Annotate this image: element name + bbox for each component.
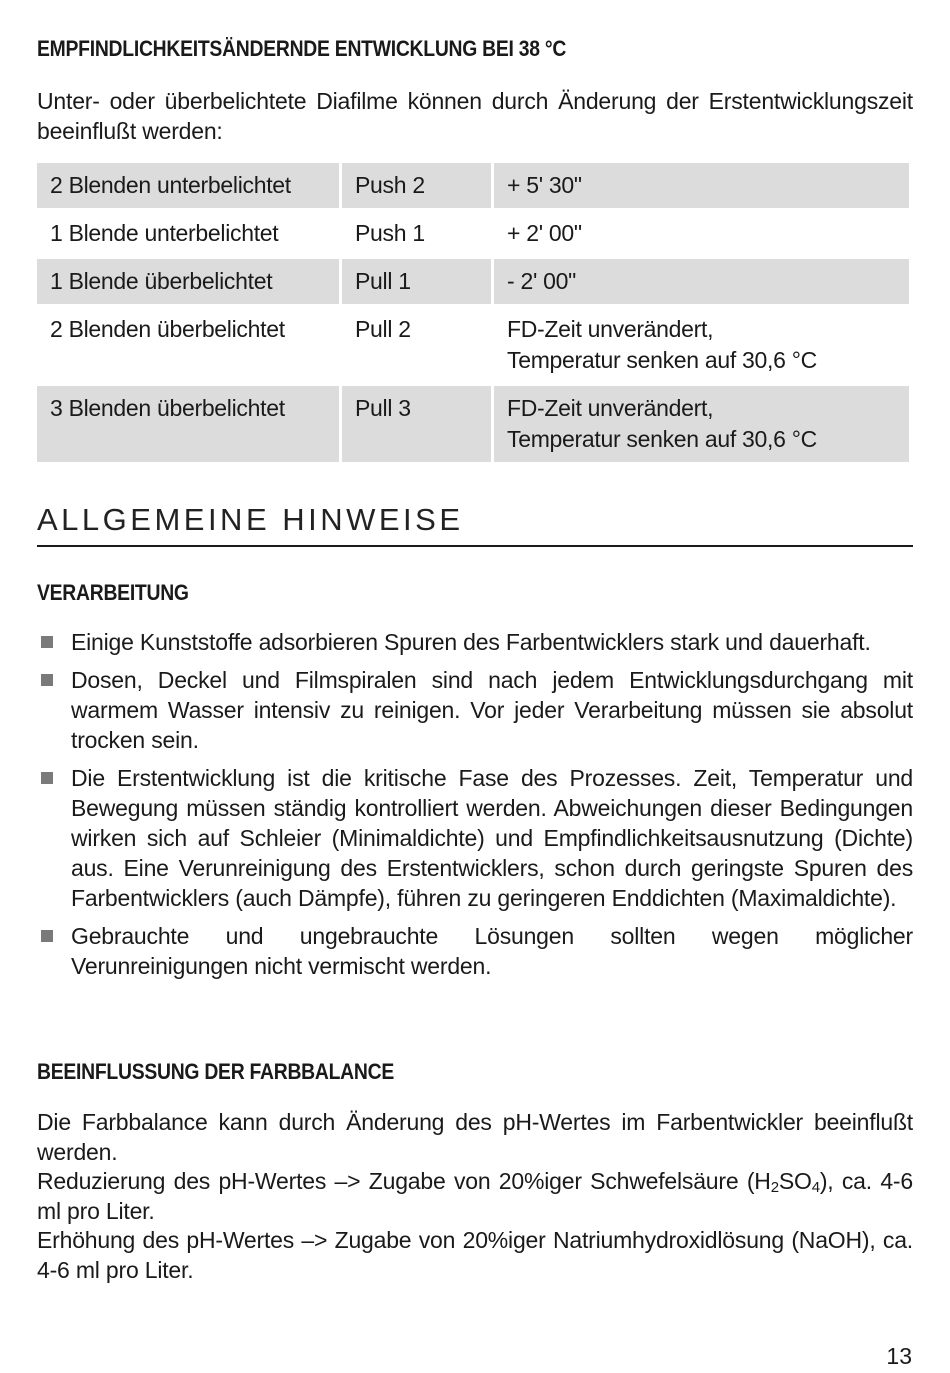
ph-reduction-dosage: ), ca. 4-6 ml pro Liter. bbox=[37, 1168, 913, 1224]
time-line-2: Temperatur senken auf 30,6 °C bbox=[507, 347, 817, 373]
time-line-1: FD-Zeit unverändert, bbox=[507, 395, 714, 421]
subscript-4: 4 bbox=[811, 1179, 820, 1196]
list-item-text: Die Erstentwicklung ist die kritische Fase des Prozesses. Zeit, Temperatur und Bewegung müssen ständig kontrolliert werden. Abweichungen dieser Bedingungen wirken sich auf Schleier (Minimaldichte) und Empfindlichkeitsausnutzung (Dichte) aus. Eine Verunreinigung des Erstentwicklers, schon durch geringste Spuren des Farbentwicklers (auch Dämpfe), führen zu geringeren Enddichten (Maximaldichte). bbox=[71, 765, 913, 911]
subheading-verarbeitung: VERARBEITUNG bbox=[37, 580, 189, 605]
section-heading-hinweise: ALLGEMEINE HINWEISE bbox=[37, 502, 913, 547]
subscript-2: 2 bbox=[770, 1179, 779, 1196]
method-cell: Pull 1 bbox=[339, 259, 491, 307]
verarbeitung-list bbox=[37, 627, 913, 989]
list-item bbox=[37, 627, 913, 657]
ph-increase-paragraph: Erhöhung des pH-Wertes –> Zugabe von 20%iger Natriumhydroxidlösung (NaOH), ca. 4-6 ml pro Liter. bbox=[37, 1227, 913, 1283]
list-item-text: Dosen, Deckel und Filmspiralen sind nach jedem Entwicklungsdurchgang mit warmem Wasser intensiv zu reinigen. Vor jeder Verarbeitung müssen sie absolut trocken sein. bbox=[71, 667, 913, 753]
list-item-text: Einige Kunststoffe adsorbieren Spuren des Farbentwicklers stark und dauerhaft. bbox=[71, 629, 871, 655]
ph-reduction-text: Reduzierung des pH-Wertes –> Zugabe von 20%iger Schwefelsäure (H bbox=[37, 1168, 771, 1194]
list-item-text: Gebrauchte und ungebrauchte Lösungen sollten wegen möglicher Verunreinigungen nicht vermischt werden. bbox=[71, 923, 913, 979]
method-cell: Pull 2 bbox=[339, 307, 491, 386]
exposure-cell: 2 Blenden überbelichtet bbox=[37, 307, 339, 386]
exposure-cell: 3 Blenden überbelichtet bbox=[37, 386, 339, 465]
subheading-farbbalance: BEEINFLUSSUNG DER FARBBALANCE bbox=[37, 1059, 394, 1084]
push-pull-table bbox=[37, 163, 909, 465]
list-item bbox=[37, 763, 913, 913]
time-cell bbox=[491, 386, 909, 465]
table-row bbox=[37, 259, 909, 307]
time-cell bbox=[491, 163, 909, 211]
page-number: 13 bbox=[886, 1343, 912, 1369]
list-item bbox=[37, 921, 913, 981]
exposure-cell: 1 Blende überbelichtet bbox=[37, 259, 339, 307]
time-cell bbox=[491, 259, 909, 307]
square-bullet-icon bbox=[41, 674, 53, 686]
table-row bbox=[37, 307, 909, 386]
method-cell: Push 1 bbox=[339, 211, 491, 259]
time-cell bbox=[491, 211, 909, 259]
time-line-1: - 2' 00" bbox=[507, 268, 576, 294]
time-line-1: FD-Zeit unverändert, bbox=[507, 316, 714, 342]
intro-paragraph: Unter- oder überbelichtete Diafilme können durch Änderung der Erstentwicklungszeit beeinflußt werden: bbox=[37, 88, 913, 144]
method-cell: Push 2 bbox=[339, 163, 491, 211]
time-line-1: + 5' 30" bbox=[507, 172, 582, 198]
square-bullet-icon bbox=[41, 772, 53, 784]
table-row bbox=[37, 386, 909, 465]
square-bullet-icon bbox=[41, 930, 53, 942]
table-row bbox=[37, 163, 909, 211]
ph-reduction-paragraph bbox=[37, 1166, 913, 1226]
farbbalance-paragraph: Die Farbbalance kann durch Änderung des pH-Wertes im Farbentwickler beeinflußt werden. bbox=[37, 1109, 913, 1165]
time-line-1: + 2' 00" bbox=[507, 220, 582, 246]
square-bullet-icon bbox=[41, 636, 53, 648]
exposure-cell: 2 Blenden unterbelichtet bbox=[37, 163, 339, 211]
list-item bbox=[37, 665, 913, 755]
time-cell bbox=[491, 307, 909, 386]
table-row bbox=[37, 211, 909, 259]
formula-part: SO bbox=[778, 1168, 812, 1194]
exposure-cell: 1 Blende unterbelichtet bbox=[37, 211, 339, 259]
method-cell: Pull 3 bbox=[339, 386, 491, 465]
section-heading-entwicklung: EMPFINDLICHKEITSÄNDERNDE ENTWICKLUNG BEI 38 °C bbox=[37, 36, 567, 61]
time-line-2: Temperatur senken auf 30,6 °C bbox=[507, 426, 817, 452]
